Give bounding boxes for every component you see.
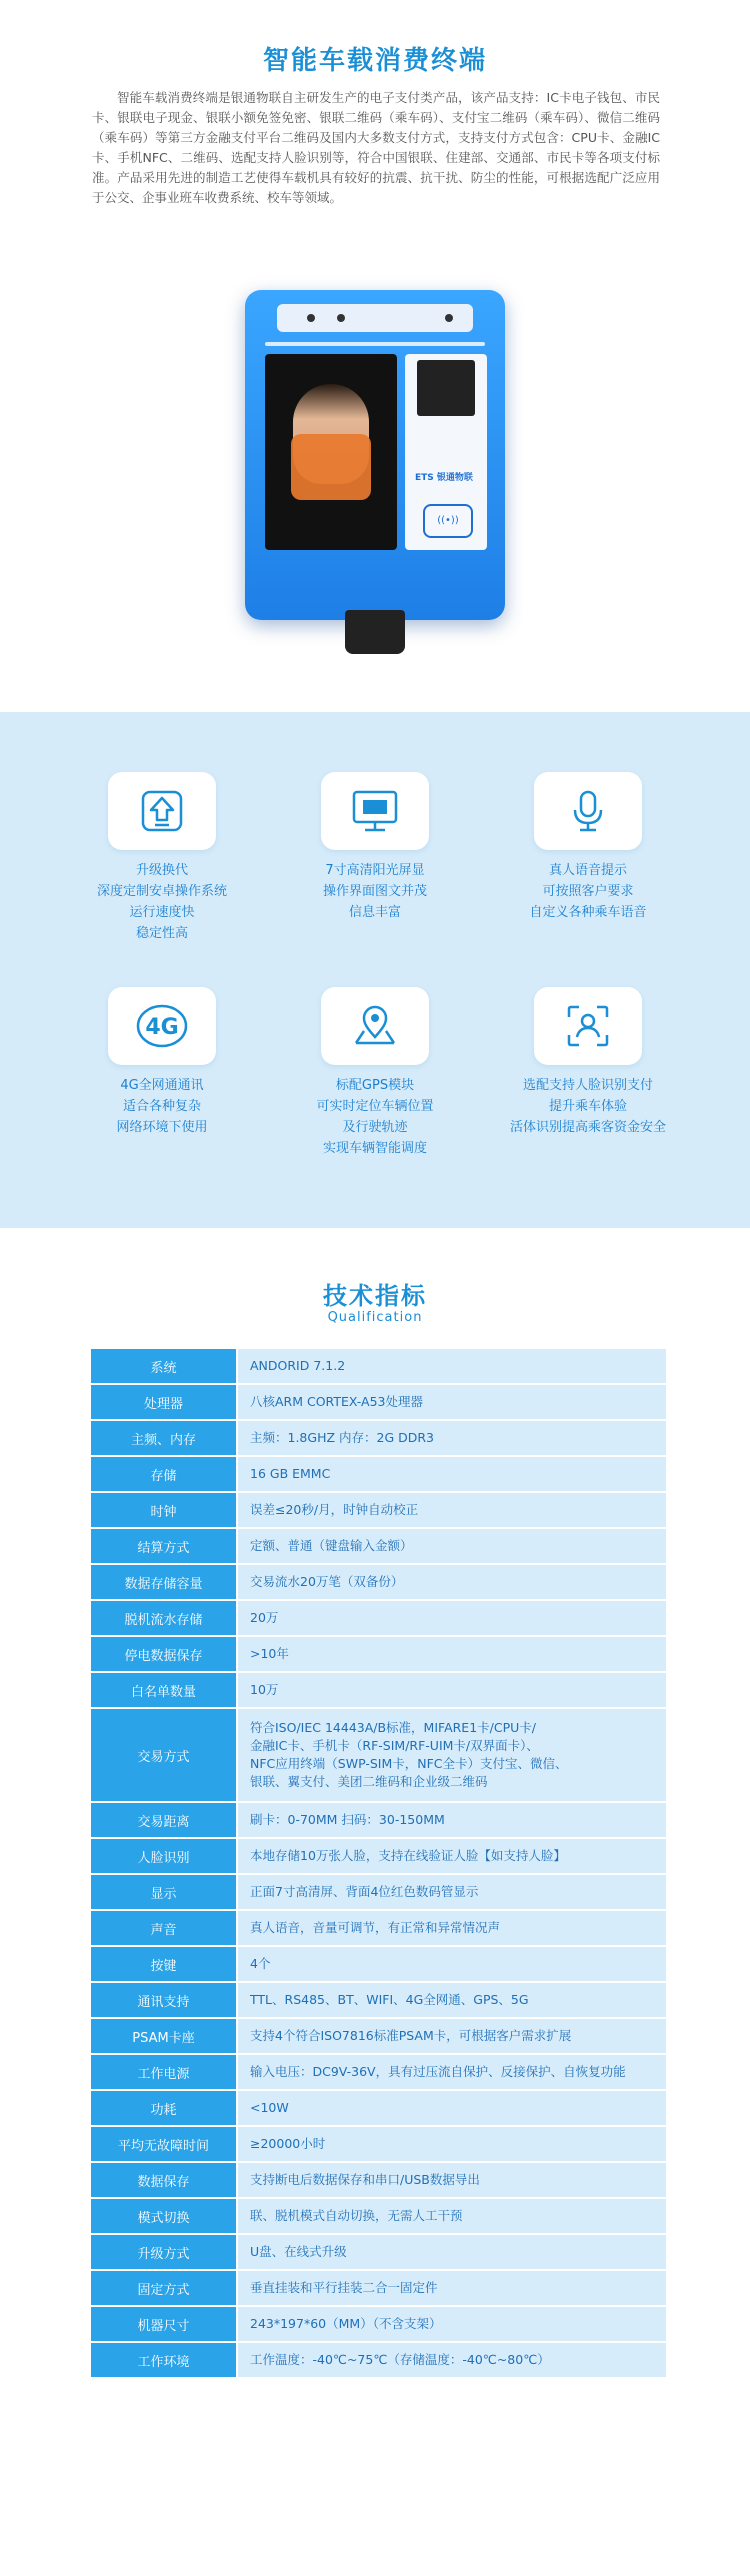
spec-value [238, 1565, 666, 1599]
feature-line: 提升乘车体验 [548, 1099, 627, 1114]
spec-key: 脱机流水存储 [91, 1601, 236, 1635]
4g-label: 4G [145, 1015, 179, 1040]
spec-value [238, 2235, 666, 2269]
feature-icon-box [108, 987, 216, 1065]
feature-line: 网络环境下使用 [116, 1120, 208, 1135]
spec-value [238, 2199, 666, 2233]
spec-row [91, 2307, 666, 2341]
spec-key: 工作环境 [91, 2343, 236, 2377]
feature-item [52, 772, 272, 944]
spec-value [238, 1673, 666, 1707]
spec-value [238, 2055, 666, 2089]
feature-line: 升级换代 [135, 863, 188, 878]
spec-value-text: 真人语音，音量可调节，有正常和异常情况声 [250, 1920, 501, 1935]
spec-key: 机器尺寸 [91, 2307, 236, 2341]
spec-value-text: 误差≤20秒/月，时钟自动校正 [250, 1502, 419, 1517]
spec-value-text: 本地存储10万张人脸，支持在线验证人脸【如支持人脸】 [250, 1848, 566, 1863]
feature-line: 信息丰富 [348, 905, 401, 920]
spec-value [238, 2343, 666, 2377]
spec-value [238, 1709, 666, 1801]
spec-key: 交易方式 [91, 1709, 236, 1801]
spec-value [238, 1947, 666, 1981]
spec-value [238, 1637, 666, 1671]
feature-item [478, 772, 698, 923]
feature-line: 深度定制安卓操作系统 [96, 884, 227, 899]
spec-key: 平均无故障时间 [91, 2127, 236, 2161]
spec-key: 系统 [91, 1349, 236, 1383]
microphone-icon [563, 786, 613, 836]
spec-key: 工作电源 [91, 2055, 236, 2089]
spec-value-text: ≥20000小时 [250, 2136, 326, 2151]
feature-icon-box [321, 772, 429, 850]
spec-row [91, 1349, 666, 1383]
spec-value [238, 2307, 666, 2341]
spec-value-text: 4个 [250, 1956, 271, 1971]
spec-value [238, 2271, 666, 2305]
feature-item [265, 772, 485, 923]
features-section [0, 712, 750, 1228]
map-pin-icon [348, 1001, 402, 1051]
feature-line: 稳定性高 [135, 926, 188, 941]
spec-row [91, 1637, 666, 1671]
spec-key: 停电数据保存 [91, 1637, 236, 1671]
spec-value-text: 243*197*60（MM）（不含支架） [250, 2316, 442, 2331]
monitor-icon [349, 786, 401, 836]
spec-key: 声音 [91, 1911, 236, 1945]
spec-key: 数据保存 [91, 2163, 236, 2197]
feature-line: 适合各种复杂 [122, 1099, 201, 1114]
spec-key: 交易距离 [91, 1803, 236, 1837]
device-brand: ETS 银通物联 [415, 473, 473, 483]
intro-section [0, 0, 750, 712]
device-illustration [245, 290, 505, 620]
spec-row [91, 1385, 666, 1419]
spec-value [238, 1349, 666, 1383]
spec-value-text: 交易流水20万笔（双备份） [250, 1574, 404, 1589]
sensor-dot [307, 314, 315, 322]
spec-key: 人脸识别 [91, 1839, 236, 1873]
feature-line: 4G全网通通讯 [120, 1078, 204, 1093]
spec-row [91, 2019, 666, 2053]
spec-key: 升级方式 [91, 2235, 236, 2269]
spec-value [238, 2019, 666, 2053]
spec-subtitle: Qualification [327, 1310, 423, 1325]
feature-line: 7寸高清阳光屏显 [325, 863, 425, 878]
spec-key: 数据存储容量 [91, 1565, 236, 1599]
spec-key: 处理器 [91, 1385, 236, 1419]
spec-row [91, 1983, 666, 2017]
spec-value-text: 10万 [250, 1682, 279, 1697]
face-scan-icon [563, 1001, 613, 1051]
spec-key: 模式切换 [91, 2199, 236, 2233]
feature-item [478, 987, 698, 1138]
spec-value-text: 定额、普通（键盘输入金额） [250, 1538, 413, 1553]
spec-value [238, 1493, 666, 1527]
spec-key: 时钟 [91, 1493, 236, 1527]
spec-value-text: 主频：1.8GHZ 内存：2G DDR3 [250, 1430, 435, 1445]
spec-value [238, 1385, 666, 1419]
spec-row [91, 1839, 666, 1873]
spec-key: 通讯支持 [91, 1983, 236, 2017]
4g-icon [134, 1001, 190, 1051]
spec-table [91, 1349, 666, 2379]
spec-value-text: 八核ARM CORTEX-A53处理器 [250, 1394, 424, 1409]
device-slot [265, 342, 485, 346]
spec-row [91, 2091, 666, 2125]
device-sensor-bar [277, 304, 473, 332]
feature-text [265, 1075, 485, 1159]
feature-line: 真人语音提示 [548, 863, 627, 878]
device-panel [405, 354, 487, 550]
spec-value-text: 工作温度：-40℃~75℃（存储温度：-40℃~80℃） [250, 2352, 550, 2367]
spec-key: 固定方式 [91, 2271, 236, 2305]
spec-value-text: 垂直挂装和平行挂装二合一固定件 [250, 2280, 438, 2295]
feature-line: 操作界面图文并茂 [322, 884, 427, 899]
sensor-dot [337, 314, 345, 322]
spec-row [91, 1673, 666, 1707]
spec-row [91, 2271, 666, 2305]
page-title: 智能车载消费终端 [262, 46, 487, 76]
feature-icon-box [321, 987, 429, 1065]
spec-value-text: ANDORID 7.1.2 [250, 1358, 346, 1373]
spec-value-text: 联、脱机模式自动切换，无需人工干预 [250, 2208, 463, 2223]
feature-icon-box [108, 772, 216, 850]
spec-value [238, 1457, 666, 1491]
feature-line: 可按照客户要求 [542, 884, 634, 899]
spec-value-text: 正面7寸高清屏、背面4位红色数码管显示 [250, 1884, 479, 1899]
spec-value-text: 支持断电后数据保存和串口/USB数据导出 [250, 2172, 480, 2187]
spec-value [238, 2091, 666, 2125]
feature-icon-box [534, 987, 642, 1065]
spec-value [238, 1601, 666, 1635]
feature-text [478, 860, 698, 923]
spec-row [91, 2235, 666, 2269]
upgrade-arrow-icon [137, 786, 187, 836]
spec-value-text: >10年 [250, 1646, 289, 1661]
spec-value-text: 支持4个符合ISO7816标准PSAM卡，可根据客户需求扩展 [250, 2028, 572, 2043]
spec-row [91, 2127, 666, 2161]
spec-title: 技术指标 [323, 1282, 427, 1310]
spec-key: 按键 [91, 1947, 236, 1981]
feature-line: 运行速度快 [129, 905, 195, 920]
spec-value [238, 1803, 666, 1837]
feature-line: 自定义各种乘车语音 [529, 905, 647, 920]
spec-row [91, 1803, 666, 1837]
spec-row [91, 2199, 666, 2233]
intro-paragraph: 智能车载消费终端是银通物联自主研发生产的电子支付类产品，该产品支持：IC卡电子钱包、市民卡、银联电子现金、银联小额免签免密、银联二维码（乘车码）、支付宝二维码（乘车码）、微信二维码（乘车码）等第三方金融支付平台二维码及国内大多数支付方式，支持支付方式包含：CPU卡、金融IC卡、手机NFC、二维码、选配支持人脸识别等，符合中国银联、住建部、交通部、市民卡等各项支付标准。产品采用先进的制造工艺使得车载机具有较好的抗震、抗干扰、防尘的性能，可根据选配广泛应用于公交、企事业班车收费系统、校车等领域。 [92, 90, 660, 205]
spec-value [238, 1911, 666, 1945]
nfc-icon: ((•)) [423, 504, 473, 538]
spec-value-text: 刷卡：0-70MM 扫码：30-150MM [250, 1812, 445, 1827]
spec-value-text: 20万 [250, 1610, 279, 1625]
spec-row [91, 1457, 666, 1491]
feature-line: 活体识别提高乘客资金安全 [509, 1120, 666, 1135]
spec-value [238, 1529, 666, 1563]
spec-value-text: 16 GB EMMC [250, 1466, 331, 1481]
spec-row [91, 1493, 666, 1527]
spec-row [91, 2163, 666, 2197]
feature-icon-box [534, 772, 642, 850]
spec-key: 功耗 [91, 2091, 236, 2125]
spec-key: 存储 [91, 1457, 236, 1491]
spec-row [91, 2055, 666, 2089]
spec-key: 显示 [91, 1875, 236, 1909]
spec-key: 白名单数量 [91, 1673, 236, 1707]
feature-line: 选配支持人脸识别支付 [522, 1078, 653, 1093]
feature-line: 标配GPS模块 [335, 1078, 415, 1093]
feature-text [52, 1075, 272, 1138]
spec-key: 主频、内存 [91, 1421, 236, 1455]
spec-row [91, 1709, 666, 1801]
qr-scanner-icon [417, 360, 475, 416]
spec-value-text: 输入电压：DC9V-36V，具有过压流自保护、反接保护、自恢复功能 [250, 2064, 626, 2079]
spec-key: PSAM卡座 [91, 2019, 236, 2053]
spec-row [91, 1565, 666, 1599]
spec-value-text: U盘、在线式升级 [250, 2244, 347, 2259]
sensor-dot [445, 314, 453, 322]
device-screen [265, 354, 397, 550]
spec-row [91, 1601, 666, 1635]
spec-row [91, 1911, 666, 1945]
spec-value [238, 1983, 666, 2017]
mask-overlay [291, 434, 371, 500]
spec-value-text: <10W [250, 2100, 289, 2115]
spec-value-text: TTL、RS485、BT、WIFI、4G全网通、GPS、5G [250, 1992, 529, 2007]
spec-value-text: 符合ISO/IEC 14443A/B标准，MIFARE1卡/CPU卡/ 金融IC卡、手机卡（RF-SIM/RF-UIM卡/双界面卡）、 NFC应用终端（SWP-SIM卡，NFC全卡）支付宝、微信、 银联、翼支付、美团二维码和企业级二维码 [250, 1720, 568, 1789]
spec-value [238, 1839, 666, 1873]
spec-row [91, 1947, 666, 1981]
feature-item [52, 987, 272, 1138]
spec-value [238, 2127, 666, 2161]
feature-line: 可实时定位车辆位置 [316, 1099, 434, 1114]
spec-value [238, 1421, 666, 1455]
feature-line: 及行驶轨迹 [342, 1120, 408, 1135]
feature-text [265, 860, 485, 923]
spec-value [238, 2163, 666, 2197]
spec-row [91, 1529, 666, 1563]
feature-text [478, 1075, 698, 1138]
spec-value [238, 1875, 666, 1909]
spec-row [91, 1875, 666, 1909]
spec-key: 结算方式 [91, 1529, 236, 1563]
spec-row [91, 2343, 666, 2377]
feature-item [265, 987, 485, 1159]
feature-text [52, 860, 272, 944]
device-mount [345, 610, 405, 654]
spec-row [91, 1421, 666, 1455]
feature-line: 实现车辆智能调度 [322, 1141, 427, 1156]
